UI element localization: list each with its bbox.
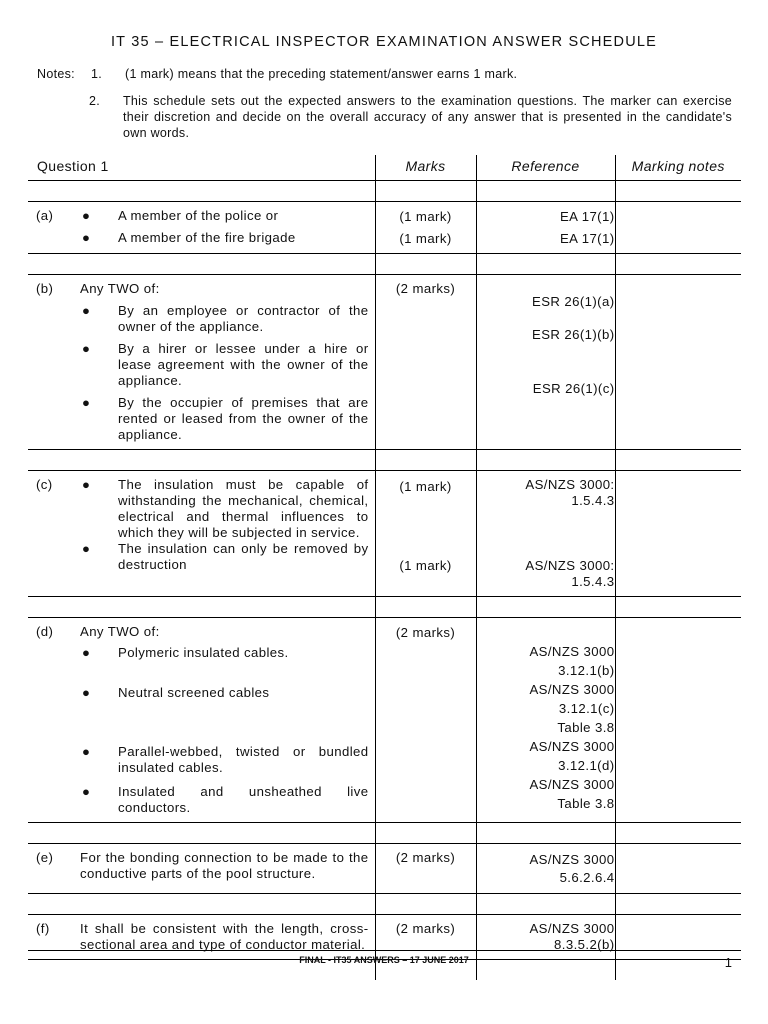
- header-reference: Reference: [476, 155, 615, 181]
- spacer-row: [28, 181, 741, 202]
- answer-text: The insulation must be capable of withstanding the mechanical, chemical, electrical and thermal influences to which they will be subjected in service.: [118, 477, 369, 540]
- reference-value: 1.5.4.3: [571, 493, 615, 508]
- bullet-icon: ●: [82, 230, 91, 245]
- note-text: This schedule sets out the expected answers to the examination questions. The marker can exercise their discretion and decide on the overall accuracy of any answer that is presented in the candidate's own words.: [123, 94, 732, 140]
- marks-value: (2 marks): [395, 850, 456, 865]
- marking-notes-cell: [615, 202, 741, 254]
- bullet-icon: ●: [82, 341, 91, 356]
- marking-notes-cell: [615, 844, 741, 894]
- answer-table: [28, 155, 741, 980]
- part-letter: (f): [36, 921, 50, 936]
- bullet-icon: ●: [82, 541, 91, 556]
- spacer-row: [28, 894, 741, 915]
- marks-value: (1 mark): [399, 231, 452, 246]
- reference-value: 3.12.1(b): [558, 663, 615, 678]
- reference-value: Table 3.8: [557, 796, 615, 811]
- reference-value: 3.12.1(c): [558, 701, 615, 716]
- page-number: 1: [724, 955, 732, 970]
- table-row-f: [28, 915, 741, 960]
- bullet-icon: ●: [82, 685, 91, 700]
- part-letter: (b): [36, 281, 54, 296]
- note-number: 1.: [91, 67, 103, 81]
- marks-value: (2 marks): [395, 281, 456, 296]
- reference-value: 5.6.2.6.4: [559, 870, 615, 885]
- reference-value: 8.3.5.2(b): [554, 937, 615, 952]
- footer-divider: [28, 950, 741, 951]
- reference-value: ESR 26(1)(c): [532, 381, 615, 396]
- marks-value: (1 mark): [399, 209, 452, 224]
- reference-value: AS/NZS 3000: [529, 921, 615, 936]
- bullet-icon: ●: [82, 784, 91, 799]
- reference-value: AS/NZS 3000: [529, 682, 615, 697]
- reference-value: AS/NZS 3000: [529, 777, 615, 792]
- reference-value: EA 17(1): [559, 231, 615, 246]
- part-letter: (a): [36, 208, 54, 223]
- bullet-icon: ●: [82, 303, 91, 318]
- note-1: [37, 66, 732, 82]
- note-2: [37, 93, 732, 141]
- answer-intro: Any TWO of:: [80, 281, 160, 296]
- table-row-e: [28, 844, 741, 894]
- header-marks: Marks: [375, 155, 476, 181]
- note-text: (1 mark) means that the preceding statement/answer earns 1 mark.: [125, 67, 518, 81]
- bullet-icon: ●: [82, 645, 91, 660]
- table-row-b: [28, 275, 741, 450]
- reference-value: 1.5.4.3: [571, 574, 615, 589]
- answer-text: Polymeric insulated cables.: [118, 645, 289, 660]
- spacer-row: [28, 823, 741, 844]
- part-letter: (e): [36, 850, 54, 865]
- answer-text: The insulation can only be removed by destruction: [118, 541, 369, 572]
- marks-value: (2 marks): [395, 921, 456, 936]
- reference-value: AS/NZS 3000:: [525, 477, 615, 492]
- reference-value: Table 3.8: [557, 720, 615, 735]
- reference-value: ESR 26(1)(b): [532, 327, 615, 342]
- answer-text: For the bonding connection to be made to the conductive parts of the pool structure.: [80, 850, 369, 881]
- marks-value: (1 mark): [399, 479, 452, 494]
- answer-text: A member of the police or: [118, 208, 279, 223]
- footer-text: FINAL - IT35 ANSWERS – 17 JUNE 2017: [299, 955, 469, 965]
- spacer-row: [28, 597, 741, 618]
- spacer-row: [28, 254, 741, 275]
- answer-text: By an employee or contractor of the owner of the appliance.: [118, 303, 369, 334]
- marking-notes-cell: [615, 275, 741, 450]
- notes-label: Notes:: [37, 67, 75, 81]
- marking-notes-cell: [615, 618, 741, 823]
- answer-text: Parallel-webbed, twisted or bundled insulated cables.: [118, 744, 369, 775]
- answer-intro: Any TWO of:: [80, 624, 160, 639]
- table-row-a: [28, 202, 741, 254]
- reference-value: ESR 26(1)(a): [532, 294, 615, 309]
- answer-text: Insulated and unsheathed live conductors.: [118, 784, 369, 815]
- table-row-d: [28, 618, 741, 823]
- table-header-row: [28, 155, 741, 181]
- note-number: 2.: [89, 94, 101, 108]
- marks-value: (1 mark): [399, 558, 452, 573]
- bullet-icon: ●: [82, 208, 91, 223]
- bullet-icon: ●: [82, 744, 91, 759]
- reference-value: AS/NZS 3000:: [525, 558, 615, 573]
- notes-section: [37, 66, 732, 152]
- marking-notes-cell: [615, 915, 741, 960]
- table-row-c: [28, 471, 741, 597]
- answer-text: Neutral screened cables: [118, 685, 270, 700]
- reference-value: EA 17(1): [559, 209, 615, 224]
- reference-value: 3.12.1(d): [558, 758, 615, 773]
- answer-text: By a hirer or lessee under a hire or lease agreement with the owner of the appliance.: [118, 341, 369, 388]
- answer-text: It shall be consistent with the length, cross-sectional area and type of conductor material.: [80, 921, 369, 952]
- header-question: Question 1: [37, 158, 109, 174]
- reference-value: AS/NZS 3000: [529, 852, 615, 867]
- bullet-icon: ●: [82, 477, 91, 492]
- reference-value: AS/NZS 3000: [529, 644, 615, 659]
- marking-notes-cell: [615, 471, 741, 597]
- answer-text: By the occupier of premises that are rented or leased from the owner of the appliance.: [118, 395, 369, 442]
- document-title: IT 35 – ELECTRICAL INSPECTOR EXAMINATION ANSWER SCHEDULE: [110, 34, 658, 50]
- part-letter: (c): [36, 477, 53, 492]
- spacer-row: [28, 450, 741, 471]
- part-letter: (d): [36, 624, 54, 639]
- bullet-icon: ●: [82, 395, 91, 410]
- answer-text: A member of the fire brigade: [118, 230, 296, 245]
- header-marking-notes: Marking notes: [615, 155, 741, 181]
- marks-value: (2 marks): [395, 625, 456, 640]
- reference-value: AS/NZS 3000: [529, 739, 615, 754]
